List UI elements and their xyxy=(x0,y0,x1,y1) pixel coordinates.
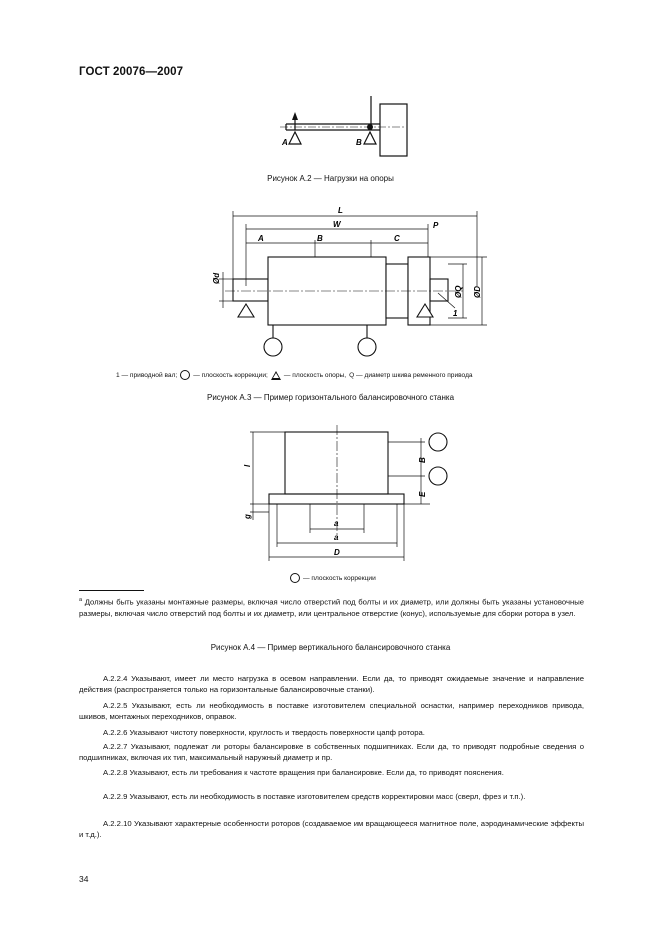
fig-a2-label-b: B xyxy=(356,138,362,147)
paragraph: А.2.2.8 Указывают, есть ли требования к частоте вращения при балансировке. Если да, то приводят пояснения. xyxy=(103,768,504,777)
paragraph: А.2.2.6 Указывают чистоту поверхности, круглость и твердость поверхности цапф ротора. xyxy=(103,728,425,737)
footnote-divider xyxy=(79,590,144,591)
paragraph: А.2.2.9 Указывают, есть ли необходимость в поставке изготовителем средств корректировки масс (сверл, фрез и т.п.). xyxy=(103,792,526,801)
fig-a3-label-C: C xyxy=(394,234,400,243)
footnote xyxy=(79,595,584,619)
support-plane-triangle-icon xyxy=(271,371,281,380)
figure-a4-drawing xyxy=(240,425,455,570)
fig-a2-label-a: A xyxy=(282,138,288,147)
figure-a2-drawing xyxy=(270,92,420,162)
paragraph: А.2.2.4 Указывают, имеет ли место нагрузка в осевом направлении. Если да, то приводят ожидаемые значение и направление действия (распространяется только на горизонтальные балансировочные станки). xyxy=(79,674,584,695)
fig-a3-label-Q: ØQ xyxy=(454,285,463,298)
fig-a3-label-d: Ød xyxy=(212,272,221,284)
fig-a4-label-B: B xyxy=(418,457,427,463)
legend-item-pulley-diameter: Q — диаметр шкива ременного привода xyxy=(349,371,473,379)
footnote-mark: а xyxy=(79,597,83,603)
fig-a4-label-a1: a xyxy=(334,519,339,528)
fig-a4-label-l: l xyxy=(243,464,252,467)
legend-item-drive-shaft: 1 — приводной вал; xyxy=(116,371,178,379)
fig-a3-label-W: W xyxy=(333,220,341,229)
legend-item-correction-plane: — плоскость коррекции; xyxy=(193,371,268,379)
fig-a4-label-a2: a xyxy=(334,533,339,542)
paragraph: А.2.2.5 Указывают, есть ли необходимость в поставке изготовителем специальной оснастки, например переходников привода, шкивов, монтажных переходников, оправок. xyxy=(79,701,584,722)
legend-item-correction-plane: — плоскость коррекции xyxy=(303,574,376,582)
figure-a4-caption: Рисунок А.4 — Пример вертикального балансировочного станка xyxy=(210,643,451,652)
fig-a3-label-D: ØD xyxy=(473,286,482,298)
fig-a4-label-g: g xyxy=(243,514,252,519)
figure-a2-caption: Рисунок А.2 — Нагрузки на опоры xyxy=(267,174,394,183)
fig-a3-label-P: P xyxy=(433,221,439,230)
fig-a3-label-1: 1 xyxy=(453,309,458,318)
figure-a3-drawing xyxy=(205,198,505,363)
paragraph: А.2.2.10 Указывают характерные особенности роторов (создаваемое им вращающееся магнитное поле, аэродинамические эффекты и т.д.). xyxy=(79,819,584,840)
correction-plane-circle-icon xyxy=(290,573,300,583)
legend-item-support-plane: — плоскость опоры, xyxy=(283,371,347,379)
page-number: 34 xyxy=(79,874,89,884)
figure-a4-legend xyxy=(287,573,376,583)
footnote-text: Должны быть указаны монтажные размеры, включая число отверстий под болты и их диаметр, или должны быть указаны установочные размеры, включая число отверстий под болты и их диаметр, или центральное отверстие (конус), используемые для сборки ротора в узел. xyxy=(79,597,584,618)
figure-a3-caption: Рисунок А.3 — Пример горизонтального балансировочного станка xyxy=(206,393,455,402)
paragraph: А.2.2.7 Указывают, подлежат ли роторы балансировке в собственных подшипниках. Если да, то приводят подробные сведения о подшипниках, включая их тип, максимальный наружный диаметр и пр. xyxy=(79,742,584,763)
document-header: ГОСТ 20076—2007 xyxy=(79,66,184,78)
fig-a3-label-B: B xyxy=(317,234,323,243)
correction-plane-circle-icon xyxy=(180,370,190,380)
fig-a4-label-D: D xyxy=(334,548,340,557)
fig-a3-label-A: A xyxy=(258,234,264,243)
figure-a3-legend xyxy=(116,370,473,380)
fig-a4-label-E: E xyxy=(418,491,427,497)
fig-a3-label-L: L xyxy=(338,206,343,215)
